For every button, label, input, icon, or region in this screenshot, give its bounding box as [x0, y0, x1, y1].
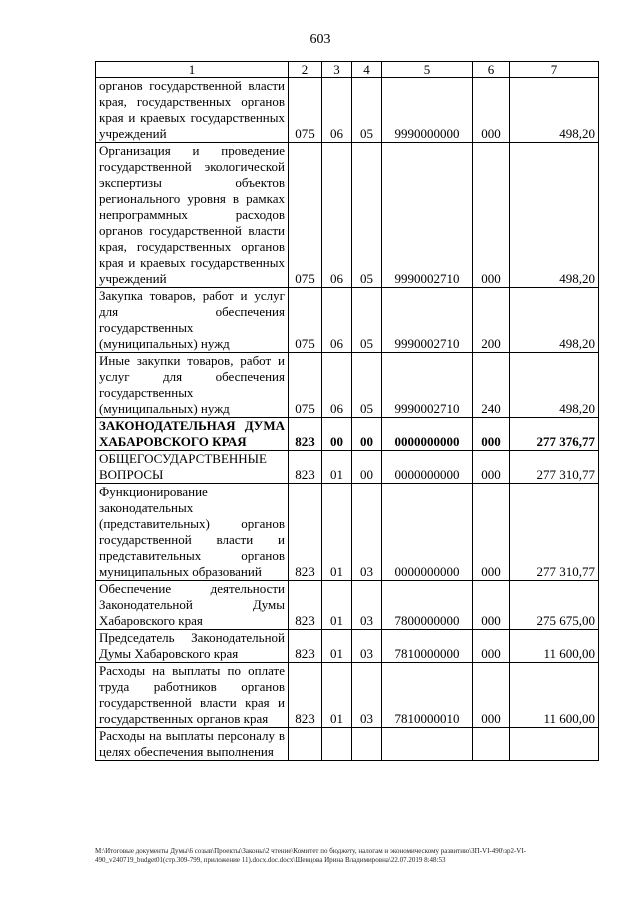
row-subsection: 03 [352, 581, 382, 630]
row-expense-type: 000 [473, 663, 510, 728]
row-name: ЗАКОНОДАТЕЛЬНАЯ ДУМА ХАБАРОВСКОГО КРАЯ [96, 418, 289, 451]
row-amount: 277 310,77 [510, 484, 599, 581]
row-name: Функционирование законодательных (представительных) органов государственной власти и представительных органов муниципальных образований [96, 484, 289, 581]
row-target-article: 9990002710 [382, 288, 473, 353]
row-admin-code: 823 [289, 451, 322, 484]
table-header-row [96, 62, 599, 78]
row-admin-code: 823 [289, 663, 322, 728]
row-amount: 277 310,77 [510, 451, 599, 484]
row-admin-code: 823 [289, 630, 322, 663]
row-subsection: 00 [352, 451, 382, 484]
column-header: 5 [382, 62, 473, 78]
row-subsection: 03 [352, 630, 382, 663]
row-target-article: 7800000000 [382, 581, 473, 630]
row-section: 06 [322, 143, 352, 288]
row-target-article: 7810000010 [382, 663, 473, 728]
footer-file-path: M:\Итоговые документы Думы\6 созыв\Проекты\Законы\2 чтение\Комитет по бюджету, налогам и экономическому развитию\ЗП-VI-490\зр2-VI-490_v240719_budget01(стр.309-799, приложение 11).docx.doc.docx\Шевцова Ирина Владимировна\22.07.2019 8:48:53 [95, 847, 527, 864]
row-admin-code: 075 [289, 288, 322, 353]
table-row [96, 78, 599, 143]
table-row [96, 418, 599, 451]
column-header: 4 [352, 62, 382, 78]
column-header: 1 [96, 62, 289, 78]
row-amount [510, 728, 599, 761]
row-subsection: 00 [352, 418, 382, 451]
row-admin-code: 823 [289, 418, 322, 451]
row-name: органов государственной власти края, государственных органов края и краевых государственных учреждений [96, 78, 289, 143]
row-amount: 275 675,00 [510, 581, 599, 630]
row-amount: 498,20 [510, 353, 599, 418]
row-target-article: 0000000000 [382, 484, 473, 581]
row-amount: 498,20 [510, 288, 599, 353]
row-name: Расходы на выплаты по оплате труда работников органов государственной власти края и государственных органов края [96, 663, 289, 728]
table-row [96, 728, 599, 761]
table-row [96, 143, 599, 288]
row-amount: 11 600,00 [510, 663, 599, 728]
row-expense-type [473, 728, 510, 761]
row-target-article: 9990002710 [382, 353, 473, 418]
row-subsection: 03 [352, 484, 382, 581]
row-section: 01 [322, 484, 352, 581]
row-subsection: 05 [352, 288, 382, 353]
row-name: Организация и проведение государственной экологической экспертизы объектов регионального уровня в рамках непрограммных расходов органов государственной власти края, государственных органов края и краевых государственных учреждений [96, 143, 289, 288]
row-section: 01 [322, 663, 352, 728]
row-section: 06 [322, 288, 352, 353]
row-expense-type: 000 [473, 484, 510, 581]
row-name: Председатель Законодательной Думы Хабаровского края [96, 630, 289, 663]
row-name: Иные закупки товаров, работ и услуг для обеспечения государственных (муниципальных) нужд [96, 353, 289, 418]
row-target-article: 0000000000 [382, 418, 473, 451]
row-subsection: 05 [352, 78, 382, 143]
table-body [96, 62, 599, 761]
row-amount: 11 600,00 [510, 630, 599, 663]
row-subsection: 05 [352, 353, 382, 418]
row-target-article [382, 728, 473, 761]
row-section: 06 [322, 78, 352, 143]
table-row [96, 663, 599, 728]
table-row [96, 451, 599, 484]
row-section [322, 728, 352, 761]
row-admin-code: 075 [289, 143, 322, 288]
table-row [96, 288, 599, 353]
table-row [96, 484, 599, 581]
row-section: 00 [322, 418, 352, 451]
row-subsection: 05 [352, 143, 382, 288]
row-target-article: 9990000000 [382, 78, 473, 143]
row-admin-code: 823 [289, 581, 322, 630]
row-name: Закупка товаров, работ и услуг для обеспечения государственных (муниципальных) нужд [96, 288, 289, 353]
row-subsection: 03 [352, 663, 382, 728]
row-expense-type: 000 [473, 451, 510, 484]
column-header: 2 [289, 62, 322, 78]
row-section: 01 [322, 581, 352, 630]
row-name: Расходы на выплаты персоналу в целях обеспечения выполнения [96, 728, 289, 761]
row-subsection [352, 728, 382, 761]
row-expense-type: 000 [473, 78, 510, 143]
row-name: ОБЩЕГОСУДАРСТВЕННЫЕ ВОПРОСЫ [96, 451, 289, 484]
row-expense-type: 000 [473, 581, 510, 630]
column-header: 6 [473, 62, 510, 78]
row-target-article: 7810000000 [382, 630, 473, 663]
column-header: 3 [322, 62, 352, 78]
row-admin-code: 823 [289, 484, 322, 581]
row-admin-code [289, 728, 322, 761]
row-expense-type: 200 [473, 288, 510, 353]
row-target-article: 9990002710 [382, 143, 473, 288]
row-amount: 498,20 [510, 78, 599, 143]
column-header: 7 [510, 62, 599, 78]
row-expense-type: 000 [473, 630, 510, 663]
row-admin-code: 075 [289, 78, 322, 143]
row-expense-type: 000 [473, 143, 510, 288]
budget-table [95, 61, 599, 761]
row-section: 01 [322, 630, 352, 663]
row-expense-type: 240 [473, 353, 510, 418]
table-row [96, 581, 599, 630]
table-row [96, 353, 599, 418]
row-section: 06 [322, 353, 352, 418]
row-target-article: 0000000000 [382, 451, 473, 484]
row-admin-code: 075 [289, 353, 322, 418]
row-expense-type: 000 [473, 418, 510, 451]
row-name: Обеспечение деятельности Законодательной Думы Хабаровского края [96, 581, 289, 630]
row-section: 01 [322, 451, 352, 484]
row-amount: 498,20 [510, 143, 599, 288]
table-row [96, 630, 599, 663]
page-number: 603 [309, 32, 331, 47]
row-amount: 277 376,77 [510, 418, 599, 451]
